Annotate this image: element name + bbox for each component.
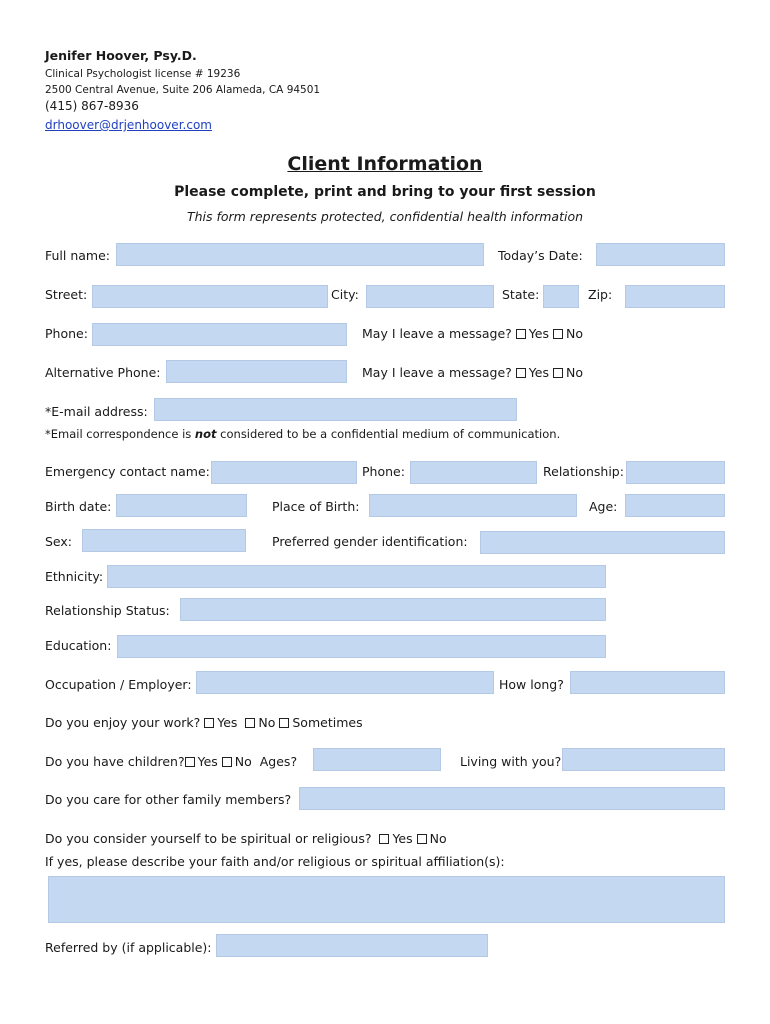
leave-message-label: May I leave a message? [362,326,512,341]
no-label: No [565,326,583,341]
yes-label: Yes [392,831,413,846]
zip-field[interactable] [625,285,725,308]
relationship-status-field[interactable] [180,598,606,621]
state-field[interactable] [543,285,579,308]
children-yes-checkbox[interactable] [185,757,195,767]
ethnicity-label: Ethnicity: [45,569,104,584]
zip-label: Zip: [588,287,613,302]
age-field[interactable] [625,494,725,517]
sex-label: Sex: [45,534,73,549]
children-label: Do you have children? [45,754,185,769]
children-no-checkbox[interactable] [222,757,232,767]
phone-message-no-checkbox[interactable] [553,329,563,339]
spiritual-row [45,831,447,847]
spiritual-no-checkbox[interactable] [417,834,427,844]
yes-label: Yes [197,754,218,769]
full-name-label: Full name: [45,248,111,263]
care-family-field[interactable] [299,787,725,810]
emergency-contact-label: Emergency contact name: [45,464,210,479]
yes-label: Yes [528,365,549,380]
relationship-status-label: Relationship Status: [45,603,170,618]
faith-describe-label: If yes, please describe your faith and/or religious or spiritual affiliation(s): [45,854,505,869]
living-with-you-label: Living with you? [460,754,562,769]
email-note: *Email correspondence is not considered to be a confidential medium of communication. [45,427,561,441]
todays-date-label: Today’s Date: [498,248,583,263]
birth-date-field[interactable] [116,494,247,517]
sometimes-label: Sometimes [292,715,363,730]
email-field[interactable] [154,398,517,421]
enjoy-work-yes-checkbox[interactable] [204,718,214,728]
no-label: No [234,754,252,769]
gender-id-field[interactable] [480,531,725,554]
street-field[interactable] [92,285,328,308]
enjoy-work-row [45,715,363,731]
sex-field[interactable] [82,529,246,552]
spiritual-yes-checkbox[interactable] [379,834,389,844]
no-label: No [258,715,276,730]
how-long-label: How long? [499,677,564,692]
enjoy-work-sometimes-checkbox[interactable] [279,718,289,728]
alt-phone-message-no-checkbox[interactable] [553,368,563,378]
children-ages-field[interactable] [313,748,441,771]
form-subtitle: Please complete, print and bring to your first session [174,184,596,200]
education-field[interactable] [117,635,606,658]
faith-describe-field[interactable] [48,876,725,923]
children-row [45,754,297,770]
how-long-field[interactable] [570,671,725,694]
ethnicity-field[interactable] [107,565,606,588]
relationship-label: Relationship: [543,464,624,479]
enjoy-work-no-checkbox[interactable] [245,718,255,728]
full-name-field[interactable] [116,243,484,266]
spiritual-label: Do you consider yourself to be spiritual or religious? [45,831,372,846]
city-field[interactable] [366,285,494,308]
relationship-field[interactable] [626,461,725,484]
confidential-notice: This form represents protected, confidential health information [186,209,584,224]
phone-field[interactable] [92,323,347,346]
emergency-phone-field[interactable] [410,461,537,484]
education-label: Education: [45,638,112,653]
alt-phone-message-question [362,365,583,381]
no-label: No [565,365,583,380]
phone-message-question [362,326,583,342]
provider-email-link[interactable]: drhoover@drjenhoover.com [45,118,212,132]
emergency-phone-label: Phone: [362,464,405,479]
provider-license: Clinical Psychologist license # 19236 [45,68,241,80]
city-label: City: [331,287,359,302]
state-label: State: [502,287,540,302]
provider-address: 2500 Central Avenue, Suite 206 Alameda, CA 94501 [45,84,321,96]
gender-id-label: Preferred gender identification: [272,534,468,549]
form-title: Client Information [287,153,483,175]
alt-phone-label: Alternative Phone: [45,365,161,380]
occupation-field[interactable] [196,671,494,694]
place-of-birth-label: Place of Birth: [272,499,360,514]
email-label: *E-mail address: [45,404,148,419]
referred-by-field[interactable] [216,934,488,957]
enjoy-work-label: Do you enjoy your work? [45,715,201,730]
phone-label: Phone: [45,326,88,341]
age-label: Age: [589,499,618,514]
leave-message-label: May I leave a message? [362,365,512,380]
street-label: Street: [45,287,88,302]
phone-message-yes-checkbox[interactable] [516,329,526,339]
referred-by-label: Referred by (if applicable): [45,940,212,955]
living-with-you-field[interactable] [562,748,725,771]
provider-phone: (415) 867-8936 [45,99,139,113]
ages-label: Ages? [259,754,298,769]
yes-label: Yes [528,326,549,341]
care-family-label: Do you care for other family members? [45,792,292,807]
alt-phone-message-yes-checkbox[interactable] [516,368,526,378]
alt-phone-field[interactable] [166,360,347,383]
provider-name: Jenifer Hoover, Psy.D. [45,48,197,63]
emergency-contact-field[interactable] [211,461,357,484]
yes-label: Yes [217,715,238,730]
birth-date-label: Birth date: [45,499,112,514]
todays-date-field[interactable] [596,243,725,266]
occupation-label: Occupation / Employer: [45,677,192,692]
no-label: No [429,831,447,846]
place-of-birth-field[interactable] [369,494,577,517]
